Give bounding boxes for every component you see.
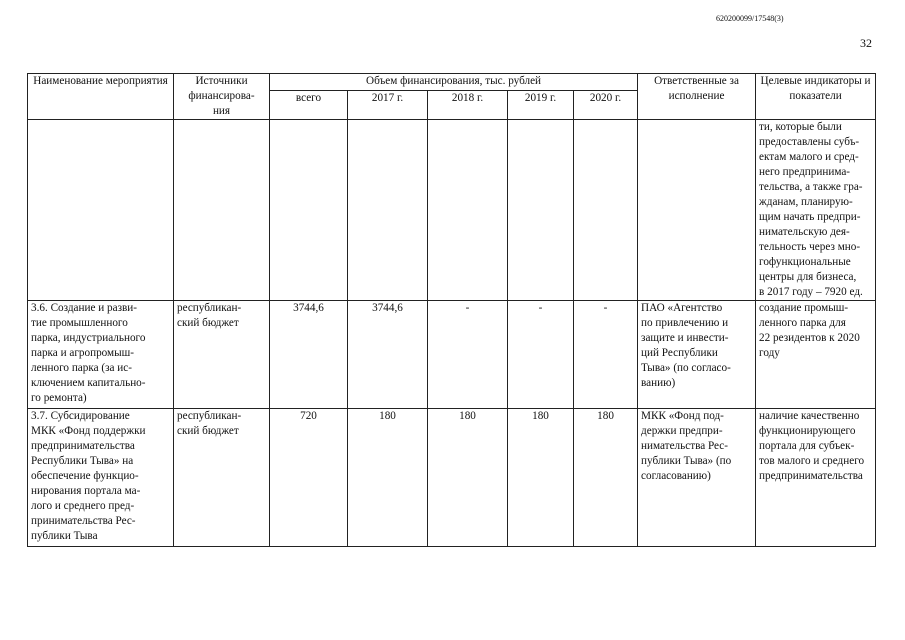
table-row [28,120,876,301]
cell-2017 [348,120,428,301]
cell-indicator: ти, которые были предоставлены субъ- ектам малого и сред- него предпринима- тельства, а также гра- жданам, планирую- щим начать предпри- нимательскую дея- тельность через мно- гофункциональные центры для бизнеса, в 2017 году – 7920 ед. [756,120,876,301]
cell-responsible: ПАО «Агентство по привлечению и защите и инвести- ций Республики Тыва» (по согласо- ванию) [638,301,756,409]
cell-2017: 180 [348,409,428,547]
cell-2019: 180 [508,409,574,547]
cell-responsible: МКК «Фонд под- держки предпри- нимательства Рес- публики Тыва» (по согласованию) [638,409,756,547]
cell-name [28,120,174,301]
header-responsible: Ответственные за исполнение [638,74,756,120]
cell-source [174,120,270,301]
cell-2019: - [508,301,574,409]
cell-2017: 3744,6 [348,301,428,409]
header-2018: 2018 г. [428,91,508,120]
header-total: всего [270,91,348,120]
cell-total: 720 [270,409,348,547]
cell-name: 3.6. Создание и разви- тие промышленного парка, индустриального парка и агропромыш- ленного парка (за ис- ключением капитально- го ремонта) [28,301,174,409]
cell-total [270,120,348,301]
cell-indicator: наличие качественно функционирующего портала для субъек- тов малого и среднего предпринимательства [756,409,876,547]
cell-source: республикан- ский бюджет [174,409,270,547]
cell-2019 [508,120,574,301]
header-2020: 2020 г. [574,91,638,120]
cell-2018: 180 [428,409,508,547]
cell-2018 [428,120,508,301]
document-id: 620200099/17548(3) [716,14,784,23]
cell-2020: 180 [574,409,638,547]
header-indicators: Целевые индикаторы и показатели [756,74,876,120]
table-row [28,409,876,547]
header-2017: 2017 г. [348,91,428,120]
cell-total: 3744,6 [270,301,348,409]
header-name: Наименование мероприятия [28,74,174,120]
header-2019: 2019 г. [508,91,574,120]
cell-2020 [574,120,638,301]
page-number: 32 [860,36,872,50]
cell-source: республикан- ский бюджет [174,301,270,409]
table-row [28,301,876,409]
funding-table [27,73,876,547]
header-sources: Источники финансирова- ния [174,74,270,120]
cell-2020: - [574,301,638,409]
header-funding-group: Объем финансирования, тыс. рублей [270,74,638,91]
cell-responsible [638,120,756,301]
cell-2018: - [428,301,508,409]
cell-name: 3.7. Субсидирование МКК «Фонд поддержки предпринимательства Республики Тыва» на обеспечение функцио- нирования портала ма- лого и среднего пред- принимательства Рес- публики Тыва [28,409,174,547]
cell-indicator: создание промыш- ленного парка для 22 резидентов к 2020 году [756,301,876,409]
